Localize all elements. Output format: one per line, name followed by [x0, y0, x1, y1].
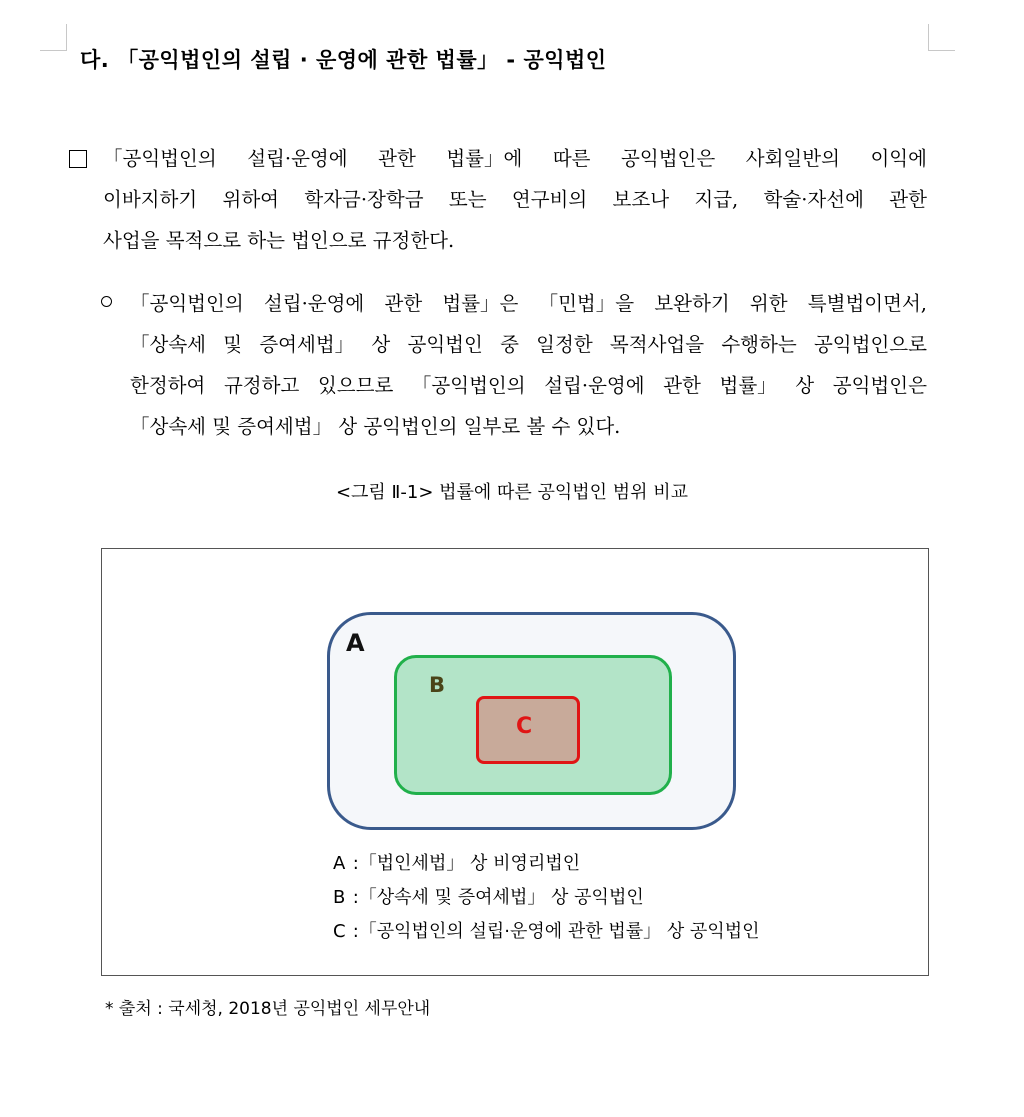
legend-text: :「공익법인의 설립·운영에 관한 법률」 상 공익법인 [347, 921, 760, 942]
set-a-label: A [346, 629, 365, 657]
set-b-label: B [429, 673, 446, 697]
circle-bullet-icon [101, 296, 112, 307]
source-note: * 출처 : 국세청, 2018년 공익법인 세무안내 [105, 999, 431, 1019]
legend-key: A [333, 853, 346, 874]
paragraph-line: 「공익법인의 설립·운영에 관한 법률」은 「민법」을 보완하기 위한 특별법이면서, [130, 292, 927, 315]
paragraph-line: 사업을 목적으로 하는 법인으로 규정한다. [103, 229, 455, 252]
figure-caption: <그림 Ⅱ-1> 법률에 따른 공익법인 범위 비교 [335, 482, 689, 503]
figure-legend [333, 847, 760, 949]
legend-item [333, 915, 760, 949]
paragraph-line: 이바지하기 위하여 학자금·장학금 또는 연구비의 보조나 지급, 학술·자선에 관한 [103, 188, 927, 211]
legend-text: :「법인세법」 상 비영리법인 [347, 853, 581, 874]
paragraph-line: 「상속세 및 증여세법」 상 공익법인 중 일정한 목적사업을 수행하는 공익법인으로 [130, 333, 927, 356]
page-corner-mark-left [40, 24, 67, 51]
venn-figure [101, 548, 929, 976]
paragraph-main [103, 138, 927, 261]
legend-item [333, 881, 760, 915]
set-c-label: C [516, 714, 533, 739]
paragraph-line: 한정하여 규정하고 있으므로 「공익법인의 설립·운영에 관한 법률」 상 공익법인은 [130, 374, 927, 397]
paragraph-line: 「공익법인의 설립·운영에 관한 법률」에 따른 공익법인은 사회일반의 이익에 [103, 147, 927, 170]
page-corner-mark-right [928, 24, 955, 51]
section-heading: 다. 「공익법인의 설립 · 운영에 관한 법률」 - 공익법인 [80, 48, 607, 72]
legend-key: C [333, 921, 346, 942]
paragraph-sub [130, 283, 927, 447]
legend-text: :「상속세 및 증여세법」 상 공익법인 [347, 887, 644, 908]
legend-key: B [333, 887, 346, 908]
square-bullet-icon [69, 150, 87, 168]
legend-item [333, 847, 760, 881]
paragraph-line: 「상속세 및 증여세법」 상 공익법인의 일부로 볼 수 있다. [130, 415, 621, 438]
